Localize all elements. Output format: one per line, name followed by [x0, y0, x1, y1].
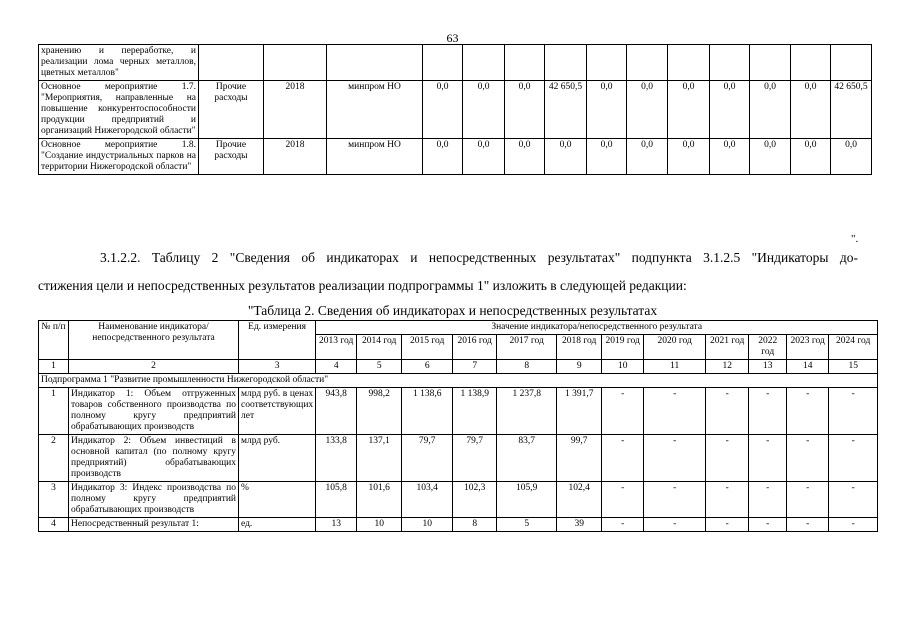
indicator-value: 943,8 — [316, 388, 357, 435]
header-name: Наименование индикатора/ непосредственного результата — [69, 321, 239, 360]
indicator-value: - — [644, 388, 706, 435]
header-year: 2016 год — [453, 335, 497, 360]
header-year: 2020 год — [644, 335, 706, 360]
indicator-value: 105,8 — [316, 482, 357, 518]
indicator-value: - — [787, 435, 829, 482]
event-responsible: минпром НО — [327, 139, 423, 175]
event-value: 0,0 — [668, 139, 710, 175]
indicator-num: 2 — [39, 435, 69, 482]
indicator-value: - — [829, 518, 878, 532]
event-value: 0,0 — [791, 81, 831, 139]
indicator-value: 5 — [497, 518, 557, 532]
indicator-value: - — [749, 435, 787, 482]
indicator-value: - — [829, 435, 878, 482]
indicator-value: 10 — [402, 518, 453, 532]
table-caption: "Таблица 2. Сведения об индикаторах и непосредственных результатах — [247, 303, 658, 318]
event-name: Основное мероприятие 1.7. "Мероприятия, направленные на повышение конкурентоспособности продукции предприятий и организаций Нижегородской области" — [39, 81, 199, 139]
event-value — [627, 45, 668, 81]
header-value-group: Значение индикатора/непосредственного результата — [316, 321, 878, 335]
column-number: 9 — [557, 360, 602, 374]
event-value: 42 650,5 — [545, 81, 587, 139]
table-row — [39, 45, 872, 81]
event-value: 0,0 — [545, 139, 587, 175]
indicator-value: 102,4 — [557, 482, 602, 518]
indicator-value: - — [829, 388, 878, 435]
indicator-value: - — [749, 482, 787, 518]
indicator-unit: % — [239, 482, 316, 518]
indicator-value: - — [787, 482, 829, 518]
event-value: 0,0 — [423, 81, 463, 139]
column-number: 8 — [497, 360, 557, 374]
event-value — [505, 45, 545, 81]
column-number: 10 — [602, 360, 644, 374]
indicator-unit: ед. — [239, 518, 316, 532]
page-number: 63 — [446, 31, 459, 45]
event-executor: Прочие расходы — [199, 81, 264, 139]
event-executor — [199, 45, 264, 81]
quote-end-mark: ". — [851, 233, 859, 245]
column-number: 3 — [239, 360, 316, 374]
indicator-value: - — [749, 388, 787, 435]
indicator-value: 39 — [557, 518, 602, 532]
event-value: 0,0 — [463, 139, 505, 175]
indicator-value: 83,7 — [497, 435, 557, 482]
indicator-value: - — [706, 518, 749, 532]
header-year: 2022 год — [749, 335, 787, 360]
event-value: 0,0 — [423, 139, 463, 175]
event-year: 2018 — [264, 81, 327, 139]
indicator-name: Индикатор 2: Объем инвестиций в основной капитал (по полному кругу предприятий) обрабатывающих производств — [69, 435, 239, 482]
indicator-value: - — [706, 435, 749, 482]
event-name: Основное мероприятие 1.8. "Создание индустриальных парков на территории Нижегородской области" — [39, 139, 199, 175]
column-number: 12 — [706, 360, 749, 374]
event-value: 0,0 — [587, 139, 627, 175]
event-value — [668, 45, 710, 81]
paragraph-line-2: стижения цели и непосредственных результатов реализации подпрограммы 1" изложить в следующей редакции: — [38, 278, 687, 293]
indicator-value: - — [829, 482, 878, 518]
indicator-num: 3 — [39, 482, 69, 518]
section-row — [39, 374, 878, 388]
section-title: Подпрограмма 1 "Развитие промышленности Нижегородской области" — [39, 374, 878, 388]
indicator-value: 103,4 — [402, 482, 453, 518]
table-row — [39, 435, 878, 482]
indicator-unit: млрд руб. в ценах соответствующих лет — [239, 388, 316, 435]
event-year: 2018 — [264, 139, 327, 175]
indicator-value: - — [602, 482, 644, 518]
indicator-value: 8 — [453, 518, 497, 532]
indicator-value: - — [602, 388, 644, 435]
indicator-value: 133,8 — [316, 435, 357, 482]
event-value — [831, 45, 872, 81]
event-year — [264, 45, 327, 81]
indicator-value: 99,7 — [557, 435, 602, 482]
indicator-value: - — [644, 518, 706, 532]
header-year: 2019 год — [602, 335, 644, 360]
indicator-value: 1 138,9 — [453, 388, 497, 435]
event-value: 0,0 — [791, 139, 831, 175]
indicator-unit: млрд руб. — [239, 435, 316, 482]
paragraph-line-1: 3.1.2.2. Таблицу 2 "Сведения об индикаторах и непосредственных результатах" подпункта 3.1.2.5 "Индикаторы до- — [100, 250, 858, 265]
indicator-value: - — [787, 388, 829, 435]
indicator-value: - — [644, 482, 706, 518]
indicator-value: - — [602, 435, 644, 482]
indicators-table — [38, 320, 878, 532]
column-number: 14 — [787, 360, 829, 374]
indicator-value: 1 237,8 — [497, 388, 557, 435]
event-executor: Прочие расходы — [199, 139, 264, 175]
indicator-num: 4 — [39, 518, 69, 532]
header-year: 2024 год — [829, 335, 878, 360]
column-number: 7 — [453, 360, 497, 374]
column-number: 4 — [316, 360, 357, 374]
event-value — [423, 45, 463, 81]
table-row — [39, 518, 878, 532]
indicator-name: Индикатор 3: Индекс производства по полному кругу предприятий обрабатывающих производств — [69, 482, 239, 518]
column-number: 5 — [357, 360, 402, 374]
indicator-name: Индикатор 1: Объем отгруженных товаров собственного производства по полному кругу предприятий обрабатывающих производств — [69, 388, 239, 435]
header-unit: Ед. измерения — [239, 321, 316, 360]
header-year: 2015 год — [402, 335, 453, 360]
event-value — [587, 45, 627, 81]
events-table-continuation — [38, 44, 872, 175]
indicator-value: - — [749, 518, 787, 532]
indicator-value: 79,7 — [402, 435, 453, 482]
indicator-value: 1 138,6 — [402, 388, 453, 435]
event-value: 0,0 — [505, 139, 545, 175]
indicator-value: - — [706, 388, 749, 435]
header-year: 2017 год — [497, 335, 557, 360]
column-number-row — [39, 360, 878, 374]
event-value: 0,0 — [463, 81, 505, 139]
indicator-value: - — [602, 518, 644, 532]
table-row — [39, 482, 878, 518]
event-value — [545, 45, 587, 81]
event-responsible — [327, 45, 423, 81]
event-value: 0,0 — [710, 81, 750, 139]
indicator-value: - — [644, 435, 706, 482]
table-row — [39, 388, 878, 435]
event-value — [750, 45, 791, 81]
indicator-value: 10 — [357, 518, 402, 532]
column-number: 13 — [749, 360, 787, 374]
column-number: 15 — [829, 360, 878, 374]
event-value: 0,0 — [750, 139, 791, 175]
event-value — [710, 45, 750, 81]
event-value — [791, 45, 831, 81]
indicator-value: 79,7 — [453, 435, 497, 482]
header-year: 2013 год — [316, 335, 357, 360]
event-value: 0,0 — [668, 81, 710, 139]
event-value: 42 650,5 — [831, 81, 872, 139]
event-responsible: минпром НО — [327, 81, 423, 139]
indicator-name: Непосредственный результат 1: — [69, 518, 239, 532]
event-value: 0,0 — [627, 139, 668, 175]
indicator-value: 137,1 — [357, 435, 402, 482]
indicator-value: 998,2 — [357, 388, 402, 435]
indicator-value: 101,6 — [357, 482, 402, 518]
event-value: 0,0 — [627, 81, 668, 139]
event-value: 0,0 — [505, 81, 545, 139]
header-year: 2023 год — [787, 335, 829, 360]
indicator-value: - — [787, 518, 829, 532]
indicator-value: 102,3 — [453, 482, 497, 518]
event-name: хранению и переработке, и реализации лома черных металлов, цветных металлов" — [39, 45, 199, 81]
column-number: 6 — [402, 360, 453, 374]
event-value — [463, 45, 505, 81]
header-year: 2018 год — [557, 335, 602, 360]
event-value: 0,0 — [710, 139, 750, 175]
indicator-value: 13 — [316, 518, 357, 532]
event-value: 0,0 — [831, 139, 872, 175]
event-value: 0,0 — [587, 81, 627, 139]
indicator-num: 1 — [39, 388, 69, 435]
event-value: 0,0 — [750, 81, 791, 139]
column-number: 2 — [69, 360, 239, 374]
header-year: 2021 год — [706, 335, 749, 360]
indicator-value: 105,9 — [497, 482, 557, 518]
table-row — [39, 81, 872, 139]
column-number: 1 — [39, 360, 69, 374]
table-row — [39, 139, 872, 175]
indicator-value: 1 391,7 — [557, 388, 602, 435]
header-num: № п/п — [39, 321, 69, 360]
indicator-value: - — [706, 482, 749, 518]
header-year: 2014 год — [357, 335, 402, 360]
column-number: 11 — [644, 360, 706, 374]
